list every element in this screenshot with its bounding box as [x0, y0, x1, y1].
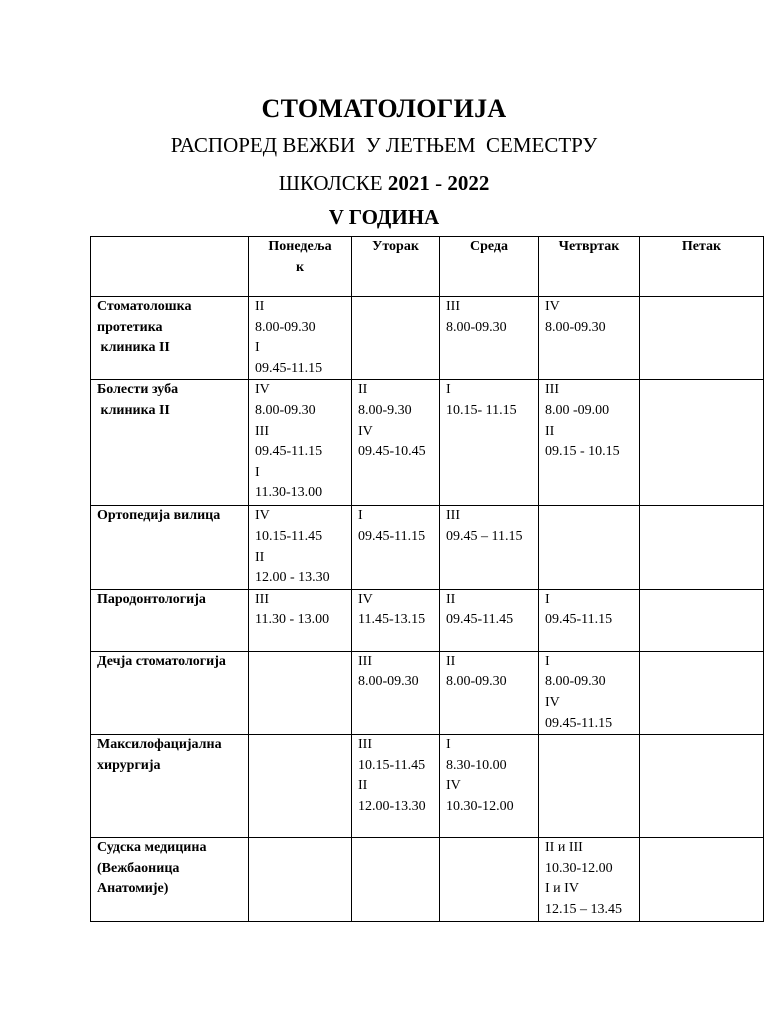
- group-label: IV: [358, 423, 373, 439]
- subject-cell: [91, 651, 249, 734]
- subject-line: Максилофацијална: [97, 737, 222, 753]
- group-label: I: [545, 591, 550, 607]
- subject-cell: [91, 735, 249, 838]
- time-range: 09.15 - 10.15: [545, 444, 620, 460]
- schedule-cell-monday: [249, 297, 352, 380]
- schedule-cell-thursday: [539, 506, 640, 589]
- time-range: 09.45-11.15: [255, 444, 323, 460]
- time-range: 10.15- 11.15: [446, 402, 517, 418]
- column-header-thursday: Четвртак: [539, 237, 640, 297]
- school-year-start: 2021: [387, 171, 430, 195]
- schedule-cell-friday: [640, 297, 764, 380]
- group-label: III: [255, 423, 269, 439]
- document-header: [0, 92, 768, 232]
- schedule-cell-monday: [249, 380, 352, 506]
- time-range: 09.45-10.45: [358, 444, 426, 460]
- group-label: II: [358, 778, 368, 794]
- time-range: 12.15 – 13.45: [545, 901, 622, 917]
- group-label: II: [358, 382, 368, 398]
- time-range: 10.15-11.45: [358, 757, 426, 773]
- time-range: 8.00-09.30: [255, 319, 316, 335]
- time-range: 09.45-11.15: [358, 528, 426, 544]
- subject-line: клиника II: [97, 340, 170, 356]
- document-title: СТОМАТОЛОГИЈА: [261, 94, 507, 123]
- group-label: II: [446, 591, 456, 607]
- time-range: 11.30-13.00: [255, 485, 323, 501]
- subject-line: Ортопедија вилица: [97, 508, 221, 524]
- time-range: 10.30-12.00: [545, 860, 613, 876]
- column-header-monday-line-2: к: [295, 259, 305, 275]
- schedule-cell-thursday: [539, 651, 640, 734]
- group-label: II: [255, 549, 265, 565]
- group-label: III: [545, 382, 559, 398]
- table-row: [91, 735, 764, 838]
- subject-cell: [91, 838, 249, 921]
- group-label: III: [358, 653, 372, 669]
- subject-cell: [91, 297, 249, 380]
- time-range: 8.00-09.30: [446, 319, 507, 335]
- group-label: IV: [255, 382, 270, 398]
- school-year: [0, 164, 768, 202]
- subject-line: хирургија: [97, 757, 161, 773]
- schedule-cell-monday: [249, 735, 352, 838]
- group-label: I: [255, 464, 260, 480]
- group-label: II: [446, 653, 456, 669]
- schedule-cell-monday: [249, 506, 352, 589]
- group-label: IV: [545, 299, 560, 314]
- schedule-table: [90, 236, 764, 922]
- schedule-cell-wednesday: [440, 651, 539, 734]
- subject-line: Стоматолошка: [97, 299, 192, 314]
- subject-cell: [91, 589, 249, 651]
- group-label: IV: [545, 694, 560, 710]
- schedule-cell-thursday: [539, 735, 640, 838]
- schedule-cell-friday: [640, 838, 764, 921]
- table-row: [91, 589, 764, 651]
- schedule-cell-monday: [249, 589, 352, 651]
- subject-line: Дечја стоматологија: [97, 653, 226, 669]
- schedule-cell-thursday: [539, 297, 640, 380]
- group-label: III: [358, 737, 372, 753]
- group-label: III: [446, 299, 460, 314]
- year-level: V ГОДИНА: [328, 205, 440, 229]
- table-row: [91, 838, 764, 921]
- subject-line: протетика: [97, 319, 163, 335]
- schedule-cell-friday: [640, 651, 764, 734]
- schedule-cell-wednesday: [440, 297, 539, 380]
- schedule-cell-friday: [640, 506, 764, 589]
- time-range: 8.00-09.30: [545, 319, 606, 335]
- schedule-cell-wednesday: [440, 380, 539, 506]
- schedule-cell-tuesday: [352, 735, 440, 838]
- schedule-body: [91, 297, 764, 922]
- column-header-monday: [249, 237, 352, 297]
- table-row: [91, 297, 764, 380]
- group-label: I: [446, 382, 451, 398]
- time-range: 8.00-09.30: [358, 674, 419, 690]
- column-header-monday-line-1: Понедеља: [268, 239, 332, 254]
- group-label: I и IV: [545, 881, 579, 897]
- time-range: 09.45 – 11.15: [446, 528, 523, 544]
- group-label: I: [358, 508, 363, 524]
- document-subtitle: РАСПОРЕД ВЕЖБИ У ЛЕТЊЕМ СЕМЕСТРУ: [170, 133, 598, 157]
- schedule-cell-thursday: [539, 838, 640, 921]
- school-year-end: 2022: [447, 171, 490, 195]
- schedule-cell-tuesday: [352, 589, 440, 651]
- schedule-cell-monday: [249, 838, 352, 921]
- time-range: 11.45-13.15: [358, 612, 426, 628]
- time-range: 8.30-10.00: [446, 757, 507, 773]
- schedule-cell-tuesday: [352, 297, 440, 380]
- header-row: [91, 237, 764, 297]
- table-row: [91, 651, 764, 734]
- schedule-cell-wednesday: [440, 735, 539, 838]
- column-header-wednesday: Среда: [440, 237, 539, 297]
- schedule-cell-friday: [640, 380, 764, 506]
- time-range: 12.00-13.30: [358, 798, 426, 814]
- time-range: 10.30-12.00: [446, 798, 514, 814]
- group-label: III: [446, 508, 460, 524]
- subject-line: (Вежбаоница: [97, 860, 180, 876]
- group-label: III: [255, 591, 269, 607]
- schedule-cell-friday: [640, 735, 764, 838]
- group-label: IV: [358, 591, 373, 607]
- time-range: 12.00 - 13.30: [255, 570, 330, 586]
- time-range: 09.45-11.15: [545, 612, 613, 628]
- time-range: 10.15-11.45: [255, 528, 323, 544]
- subject-cell: [91, 506, 249, 589]
- schedule-cell-monday: [249, 651, 352, 734]
- column-header-tuesday: Уторак: [352, 237, 440, 297]
- time-range: 09.45-11.15: [545, 715, 613, 731]
- subject-line: Анатомије): [97, 881, 169, 897]
- column-header-subject: [91, 237, 249, 297]
- time-range: 09.45-11.15: [255, 360, 323, 376]
- time-range: 8.00 -09.00: [545, 402, 610, 418]
- time-range: 8.00-09.30: [545, 674, 606, 690]
- time-range: 8.00-09.30: [446, 674, 507, 690]
- schedule-cell-wednesday: [440, 838, 539, 921]
- subject-line: Болести зуба: [97, 382, 179, 398]
- group-label: I: [446, 737, 451, 753]
- schedule-cell-tuesday: [352, 838, 440, 921]
- schedule-cell-thursday: [539, 380, 640, 506]
- group-label: IV: [255, 508, 270, 524]
- schedule-cell-thursday: [539, 589, 640, 651]
- subject-line: Пародонтологија: [97, 591, 206, 607]
- subject-line: клиника II: [97, 402, 170, 418]
- schedule-cell-friday: [640, 589, 764, 651]
- group-label: II: [545, 423, 555, 439]
- group-label: II и III: [545, 840, 583, 856]
- time-range: 8.00-9.30: [358, 402, 412, 418]
- time-range: 11.30 - 13.00: [255, 612, 330, 628]
- school-year-separator: -: [429, 171, 448, 195]
- school-year-prefix: ШКОЛСКЕ: [278, 171, 388, 195]
- subject-cell: [91, 380, 249, 506]
- schedule-cell-tuesday: [352, 506, 440, 589]
- time-range: 09.45-11.45: [446, 612, 514, 628]
- subject-line: Судска медицина: [97, 840, 207, 856]
- group-label: II: [255, 299, 265, 314]
- group-label: I: [545, 653, 550, 669]
- column-header-friday: Петак: [640, 237, 764, 297]
- table-row: [91, 380, 764, 506]
- time-range: 8.00-09.30: [255, 402, 316, 418]
- schedule-cell-tuesday: [352, 651, 440, 734]
- table-row: [91, 506, 764, 589]
- schedule-cell-tuesday: [352, 380, 440, 506]
- group-label: I: [255, 340, 260, 356]
- group-label: IV: [446, 778, 461, 794]
- schedule-cell-wednesday: [440, 506, 539, 589]
- schedule-cell-wednesday: [440, 589, 539, 651]
